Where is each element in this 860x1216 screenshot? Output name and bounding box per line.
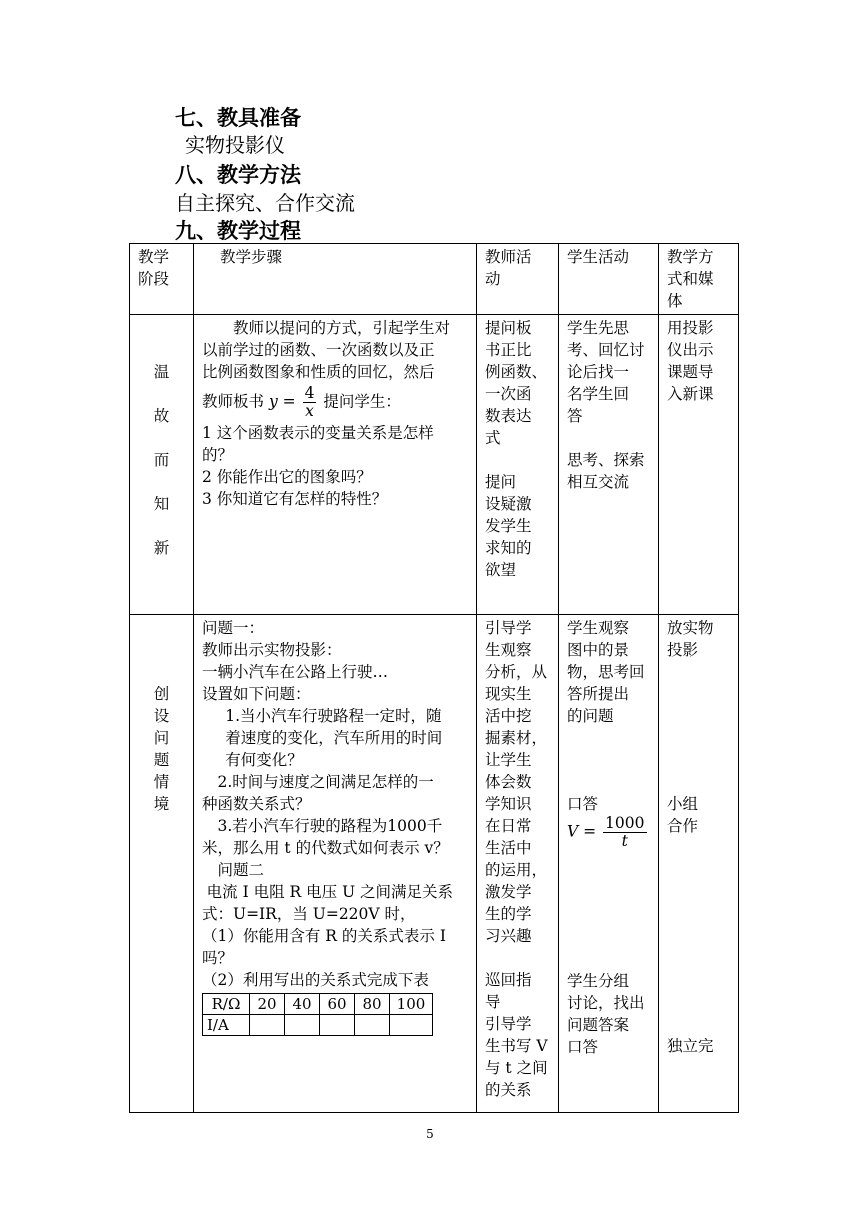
stage-scenario: 创 设 问 题 情 境	[130, 615, 194, 1113]
header-media: 教学方 式和媒 体	[659, 244, 739, 315]
fraction-1000-over-t: $\frac{1000}{t}$	[605, 814, 645, 850]
media-scenario: 放实物 投影 小组 合作 独立完	[659, 615, 739, 1113]
i-row	[203, 1015, 433, 1036]
i-value-cell	[250, 1015, 285, 1036]
steps-scenario: 问题一： 教师出示实物投影： 一辆小汽车在公路上行驶… 设置如下问题： 1.当小汽车行驶路程一定时，随 着速度的变化，汽车所用的时间 有何变化？ 2.时间与速度之间满足怎样的一 种函数关系式？ 3.若小汽车行驶的路程为1000千 米，那么用 t 的代数式如何表示 v？ 问题二 电流 I 电阻 R 电压 U 之间满足关系 式：U=IR，当 U=220V 时， （1）你能用含有 R 的关系式表示 I 吗？ （2）利用写出的关系式完成下表 R/Ω 20 40 60 80 100 I/A	[194, 615, 477, 1113]
header-steps: 教学步骤	[194, 244, 477, 315]
table-row-review	[130, 315, 739, 615]
table-row-scenario	[130, 615, 739, 1113]
r-value: 40	[285, 994, 320, 1015]
i-value-cell	[320, 1015, 355, 1036]
teacher-activity-review: 提问板 书正比 例函数、 一次函 数表达 式 提问 设疑激 发学生 求知的 欲望	[477, 315, 559, 615]
student-answer-label: 口答	[567, 795, 599, 813]
i-label: I/A	[203, 1015, 250, 1036]
r-value: 60	[320, 994, 355, 1015]
section-7-title: 七、教具准备	[175, 106, 301, 130]
header-teacher-activity: 教师活 动	[477, 244, 559, 315]
i-value-cell	[390, 1015, 433, 1036]
stage-review: 温 故 而 知 新	[130, 315, 194, 615]
formula-line: 教师板书 y = $\frac{4}{x}$ 提问学生：	[202, 384, 401, 420]
teaching-process-table	[129, 243, 739, 1113]
table-header-row	[130, 244, 739, 315]
header-stage: 教学 阶段	[130, 244, 194, 315]
v-formula: V = $\frac{1000}{t}$	[567, 814, 645, 850]
i-value-cell	[355, 1015, 390, 1036]
r-value: 80	[355, 994, 390, 1015]
steps-review: 教师以提问的方式，引起学生对 以前学过的函数、一次函数以及正 比例函数图象和性质的回忆，然后 教师板书 y = $\frac{4}{x}$ 提问学生： 1 这个函数表示的变量关系是怎样 的？ 2 你能作出它的图象吗？ 3 你知道它有怎样的特性？	[194, 315, 477, 615]
page-number: 5	[426, 1127, 434, 1141]
r-value: 20	[250, 994, 285, 1015]
r-label: R/Ω	[203, 994, 250, 1015]
teacher-activity-scenario: 引导学 生观察 分析，从 现实生 活中挖 掘素材， 让学生 体会数 学知识 在日常 生活中 的运用， 激发学 生的学 习兴趣 巡回指 导 引导学 生书写 V 与 t 之间 的关系	[477, 615, 559, 1113]
fraction-4-over-x: $\frac{4}{x}$	[304, 384, 315, 420]
section-7-body: 实物投影仪	[185, 133, 285, 157]
student-activity-scenario: 学生观察 图中的景 物，思考回 答所提出 的问题 口答 V = $\frac{1000}{t}$ 学生分组 讨论，找出 问题答案 口答	[559, 615, 659, 1113]
media-review: 用投影 仪出示 课题导 入新课	[659, 315, 739, 615]
student-activity-review: 学生先思 考、回忆讨 论后找一 名学生回 答 思考、探索 相互交流	[559, 315, 659, 615]
r-i-value-table	[202, 993, 433, 1036]
section-9-title: 九、教学过程	[175, 219, 301, 243]
r-row	[203, 994, 433, 1015]
section-8-body: 自主探究、合作交流	[175, 191, 355, 215]
header-student-activity: 学生活动	[559, 244, 659, 315]
i-value-cell	[285, 1015, 320, 1036]
r-value: 100	[390, 994, 433, 1015]
section-8-title: 八、教学方法	[175, 163, 301, 187]
